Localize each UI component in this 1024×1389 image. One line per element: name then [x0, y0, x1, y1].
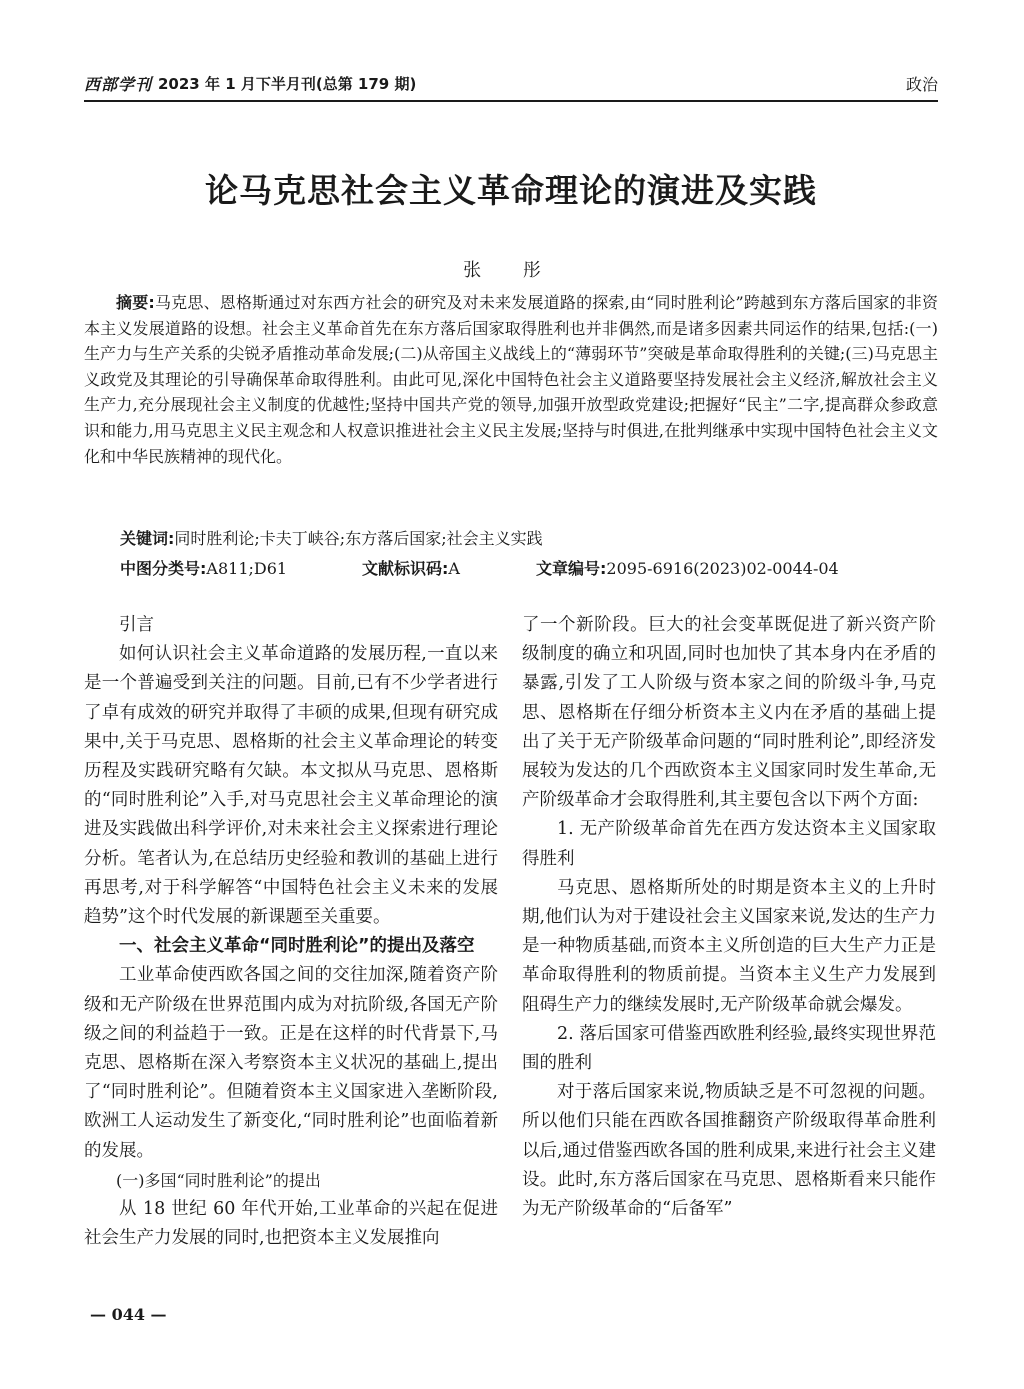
continued-paragraph: 了一个新阶段。巨大的社会变革既促进了新兴资产阶级制度的确立和巩固,同时也加快了其本身内在矛盾的暴露,引发了工人阶级与资本家之间的阶级斗争,马克思、恩格斯在仔细分析资本主义内在矛盾的基础上提出了关于无产阶级革命问题的“同时胜利论”,即经济发展较为发达的几个西欧资本主义国家同时发生革命,无产阶级革命才会取得胜利,其主要包含以下两个方面: — [522, 615, 936, 811]
clc-label: 中图分类号: — [120, 559, 207, 578]
keywords-text: 同时胜利论;卡夫丁峡谷;东方落后国家;社会主义实践 — [174, 529, 543, 548]
running-header — [84, 70, 938, 102]
right-column — [522, 611, 936, 1224]
subsection-1-paragraph: 从 18 世纪 60 年代开始,工业革命的兴起在促进社会生产力发展的同时,也把资本主义发展推向 — [84, 1199, 498, 1249]
doc-value: A — [448, 559, 460, 578]
point-1-heading: 1. 无产阶级革命首先在西方发达资本主义国家取得胜利 — [522, 819, 936, 869]
section-name: 政治 — [905, 75, 938, 94]
journal-name: 西部学刊 — [84, 75, 153, 94]
left-column — [84, 611, 498, 1253]
document-code — [362, 556, 460, 579]
point-2-heading: 2. 落后国家可借鉴西欧胜利经验,最终实现世界范围的胜利 — [522, 1023, 936, 1074]
clc-number — [120, 556, 287, 579]
article-title: 论马克思社会主义革命理论的演进及实践 — [205, 171, 817, 210]
intro-paragraph: 如何认识社会主义革命道路的发展历程,一直以来是一个普遍受到关注的问题。目前,已有不少学者进行了卓有成效的研究并取得了丰硕的成果,但现有研究成果中,关于马克思、恩格斯的社会主义革命理论的转变历程及实践研究略有欠缺。本文拟从马克思、恩格斯的“同时胜利论”入手,对马克思社会主义革命理论的演进及实践做出科学评价,对未来社会主义探索进行理论分析。笔者认为,在总结历史经验和教训的基础上进行再思考,对于科学解答“中国特色社会主义未来的发展趋势”这个时代发展的新课题至关重要。 — [84, 644, 498, 928]
page-number: — 044 — — [90, 1305, 167, 1324]
section-1-paragraph: 工业革命使西欧各国之间的交往加深,随着资产阶级和无产阶级在世界范围内成为对抗阶级,各国无产阶级之间的利益趋于一致。正是在这样的时代背景下,马克思、恩格斯在深入考察资本主义状况的基础上,提出了“同时胜利论”。但随着资本主义国家进入垄断阶段,欧洲工人运动发生了新变化,“同时胜利论”也面临着新的发展。 — [84, 965, 498, 1161]
abstract — [84, 290, 938, 469]
doc-label: 文献标识码: — [362, 559, 449, 578]
author-name: 张 彤 — [463, 260, 559, 281]
article-value: 2095-6916(2023)02-0044-04 — [606, 559, 839, 578]
intro-heading: 引言 — [119, 615, 154, 635]
point-1-paragraph: 马克思、恩格斯所处的时期是资本主义的上升时期,他们认为对于建设社会主义国家来说,发达的生产力是一种物质基础,而资本主义所创造的巨大生产力正是革命取得胜利的物质前提。当资本主义生产力发展到阻碍生产力的继续发展时,无产阶级革命就会爆发。 — [522, 877, 936, 1015]
article-number — [536, 556, 839, 579]
clc-value: A811;D61 — [206, 559, 288, 578]
article-label: 文章编号: — [536, 559, 607, 578]
keywords-label: 关键词: — [120, 529, 175, 548]
point-2-paragraph: 对于落后国家来说,物质缺乏是不可忽视的问题。所以他们只能在西欧各国推翻资产阶级取得革命胜利以后,通过借鉴西欧各国的胜利成果,来进行社会主义建设。此时,东方落后国家在马克思、恩格斯看来只能作为无产阶级革命的“后备军” — [522, 1082, 936, 1220]
subsection-1-heading: (一)多国“同时胜利论”的提出 — [116, 1170, 321, 1190]
keywords — [120, 526, 940, 552]
section-1-heading: 一、社会主义革命“同时胜利论”的提出及落空 — [119, 936, 475, 957]
abstract-text: 马克思、恩格斯通过对东西方社会的研究及对未来发展道路的探索,由“同时胜利论”跨越到东方落后国家的非资本主义发展道路的设想。社会主义革命首先在东方落后国家取得胜利也并非偶然,而是诸多因素共同运作的结果,包括:(一)生产力与生产关系的尖锐矛盾推动革命发展;(二)从帝国主义战线上的“薄弱环节”突破是革命取得胜利的关键;(三)马克思主义政党及其理论的引导确保革命取得胜利。由此可见,深化中国特色社会主义道路要坚持发展社会主义经济,解放社会主义生产力,充分展现社会主义制度的优越性;坚持中国共产党的领导,加强开放型政党建设;把握好“民主”二字,提高群众参政意识和能力,用马克思主义民主观念和人权意识推进社会主义民主发展;坚持与时俱进,在批判继承中实现中国特色社会主义文化和中华民族精神的现代化。 — [84, 293, 938, 466]
abstract-label: 摘要: — [116, 293, 155, 312]
issue-info: 2023 年 1 月下半月刊(总第 179 期) — [158, 75, 417, 93]
